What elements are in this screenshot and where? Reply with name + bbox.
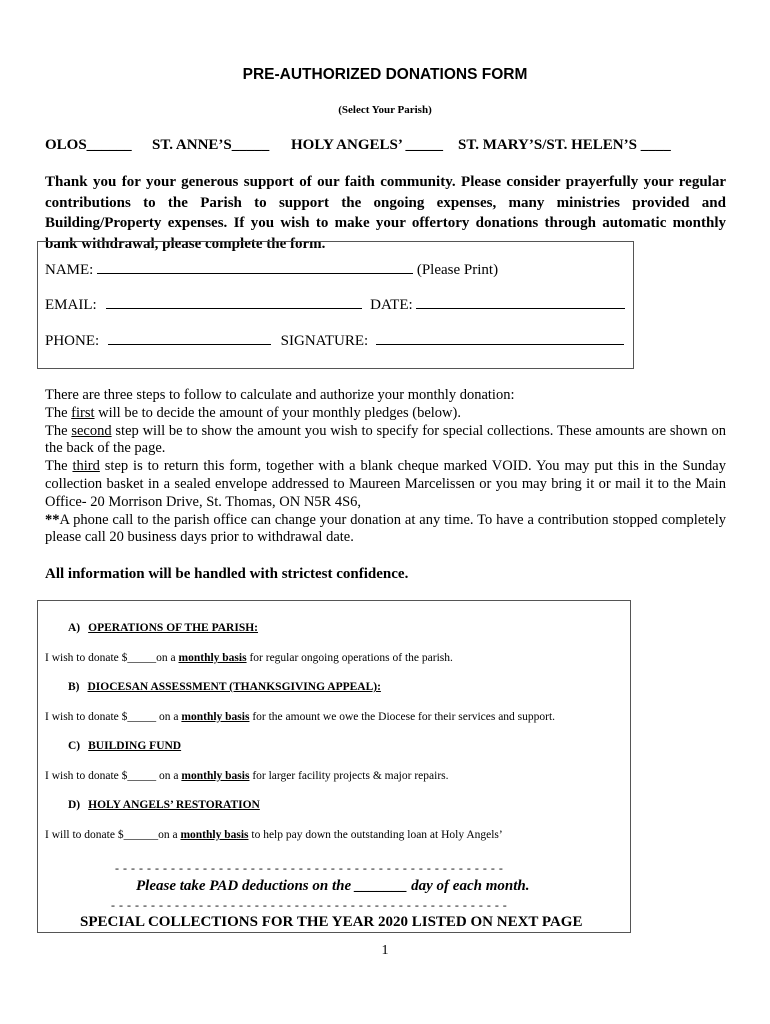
phone-field[interactable] [108, 332, 271, 345]
parish-st-annes[interactable]: ST. ANNE’S_____ [152, 137, 270, 153]
personal-info-box [37, 241, 634, 369]
steps-intro: There are three steps to follow to calculate and authorize your monthly donation: [45, 387, 515, 403]
phone-note: **A phone call to the parish office can change your donation at any time. To have a contribution stopped completely please call 20 business days prior to withdrawal date. [45, 511, 726, 546]
page-number: 1 [381, 943, 389, 958]
dashed-divider-top: - - - - - - - - - - - - - - - - - - - - - - - - - - - - - - - - - - - - - - - - - - - - - - - - - [115, 861, 504, 875]
signature-field[interactable] [376, 332, 624, 345]
steps-section [45, 387, 726, 547]
date-field[interactable] [416, 296, 625, 309]
section-a-heading: A) OPERATIONS OF THE PARISH: [68, 622, 259, 634]
parish-st-marys-st-helens[interactable]: ST. MARY’S/ST. HELEN’S ____ [458, 137, 671, 153]
dashed-divider-bottom: - - - - - - - - - - - - - - - - - - - - - - - - - - - - - - - - - - - - - - - - - - - - - - - - - - [111, 898, 508, 912]
form-subtitle: (Select Your Parish) [338, 104, 432, 116]
name-field[interactable] [97, 261, 413, 274]
date-label: DATE: [370, 297, 413, 313]
signature-label: SIGNATURE: [280, 333, 369, 349]
name-label: NAME: [45, 262, 94, 278]
section-d-heading: D) HOLY ANGELS’ RESTORATION [68, 799, 260, 811]
step-first: The first will be to decide the amount of your monthly pledges (below). [45, 404, 461, 421]
name-row [45, 261, 498, 279]
section-c-heading: C) BUILDING FUND [68, 740, 182, 752]
section-b-donate-line[interactable]: I wish to donate $_____ on a monthly basis for the amount we owe the Diocese for their services and support. [45, 711, 556, 723]
email-field[interactable] [106, 296, 362, 309]
email-row [45, 296, 625, 314]
parish-olos[interactable]: OLOS______ [45, 137, 132, 153]
pad-deduction-day[interactable]: Please take PAD deductions on the _______ day of each month. [136, 878, 530, 894]
name-note: (Please Print) [416, 262, 499, 278]
form-title: PRE-AUTHORIZED DONATIONS FORM [242, 66, 528, 83]
section-b-heading: B) DIOCESAN ASSESSMENT (THANKSGIVING APPEAL): [68, 681, 381, 693]
intro-paragraph: Thank you for your generous support of our faith community. Please consider prayerfully your regular contributions to the Parish to support the ongoing expenses, many ministries provided and Building/Property expenses. If you wish to make your offertory donations through automatic monthly bank withdrawal, please complete the form. [45, 174, 726, 252]
section-a-donate-line[interactable]: I wish to donate $_____on a monthly basis for regular ongoing operations of the parish. [45, 652, 453, 664]
phone-row [45, 332, 624, 350]
phone-label: PHONE: [45, 333, 100, 349]
section-d-donate-line[interactable]: I will to donate $______on a monthly basis to help pay down the outstanding loan at Holy Angels’ [45, 829, 503, 841]
special-collections-note: SPECIAL COLLECTIONS FOR THE YEAR 2020 LISTED ON NEXT PAGE [80, 914, 583, 930]
step-second: The second step will be to show the amount you wish to specify for special collections. These amounts are shown on the back of the page. [45, 422, 726, 457]
confidence-statement: All information will be handled with strictest confidence. [45, 566, 409, 582]
donation-box [37, 600, 631, 933]
section-c-donate-line[interactable]: I wish to donate $_____ on a monthly basis for larger facility projects & major repairs. [45, 770, 449, 782]
step-third: The third step is to return this form, together with a blank cheque marked VOID. You may put this in the Sunday collection basket in a sealed envelope addressed to Maureen Marcelissen or you may bring it or mail it to the Main Office- 20 Morrison Drive, St. Thomas, ON N5R 4S6, [45, 458, 726, 510]
email-label: EMAIL: [45, 297, 97, 313]
parish-holy-angels[interactable]: HOLY ANGELS’ _____ [291, 137, 443, 153]
